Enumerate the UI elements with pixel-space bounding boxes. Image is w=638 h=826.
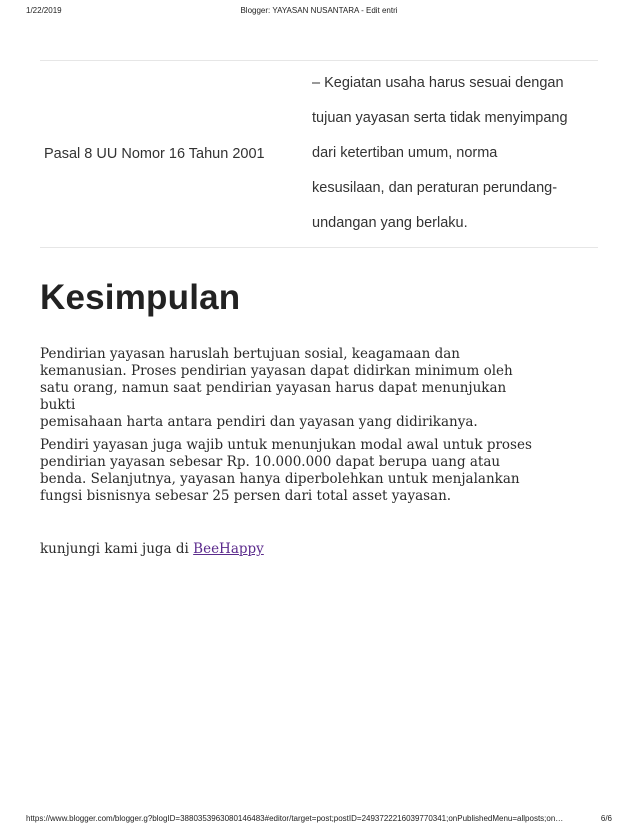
paragraph-line: benda. Selanjutnya, yayasan hanya diperbolehkan untuk menjalankan xyxy=(40,471,520,487)
print-page-number: 6/6 xyxy=(600,814,612,823)
law-description-line: tujuan yayasan serta tidak menyimpang xyxy=(312,110,568,126)
conclusion-paragraph-2 xyxy=(40,437,540,505)
paragraph-line: fungsi bisnisnya sebesar 25 persen dari total asset yayasan. xyxy=(40,488,452,504)
paragraph-line: Pendirian yayasan haruslah bertujuan sosial, keagamaan dan xyxy=(40,346,460,362)
paragraph-line: Pendiri yayasan juga wajib untuk menunjukan modal awal untuk proses xyxy=(40,437,532,453)
paragraph-line: pemisahaan harta antara pendiri dan yayasan yang didirikanya. xyxy=(40,414,478,430)
conclusion-paragraph-1 xyxy=(40,346,540,431)
print-url: https://www.blogger.com/blogger.g?blogID=3880353963080146483#editor/target=post;postID=2493722216039770341;onPublishedMenu=allposts;on… xyxy=(26,814,564,823)
visit-text: kunjungi kami juga di xyxy=(40,541,194,557)
law-reference-cell: Pasal 8 UU Nomor 16 Tahun 2001 xyxy=(44,146,265,162)
print-date: 1/22/2019 xyxy=(26,6,62,15)
law-description-line: undangan yang berlaku. xyxy=(312,215,468,231)
law-description-line: – Kegiatan usaha harus sesuai dengan xyxy=(312,75,564,91)
paragraph-line: pendirian yayasan sebesar Rp. 10.000.000 dapat berupa uang atau xyxy=(40,454,501,470)
print-page-title: Blogger: YAYASAN NUSANTARA - Edit entri xyxy=(240,6,398,15)
visit-paragraph xyxy=(40,541,540,558)
paragraph-line: kemanusian. Proses pendirian yayasan dapat didirkan minimum oleh xyxy=(40,363,513,379)
print-header xyxy=(0,6,638,20)
conclusion-heading: Kesimpulan xyxy=(40,278,241,317)
law-table-row xyxy=(40,60,598,248)
law-description-line: kesusilaan, dan peraturan perundang- xyxy=(312,180,558,196)
law-description-cell xyxy=(312,61,598,247)
paragraph-line: satu orang, namun saat pendirian yayasan harus dapat menunjukan bukti xyxy=(40,380,507,413)
beehappy-link[interactable]: BeeHappy xyxy=(193,541,264,557)
law-description-line: dari ketertiban umum, norma xyxy=(312,145,498,161)
